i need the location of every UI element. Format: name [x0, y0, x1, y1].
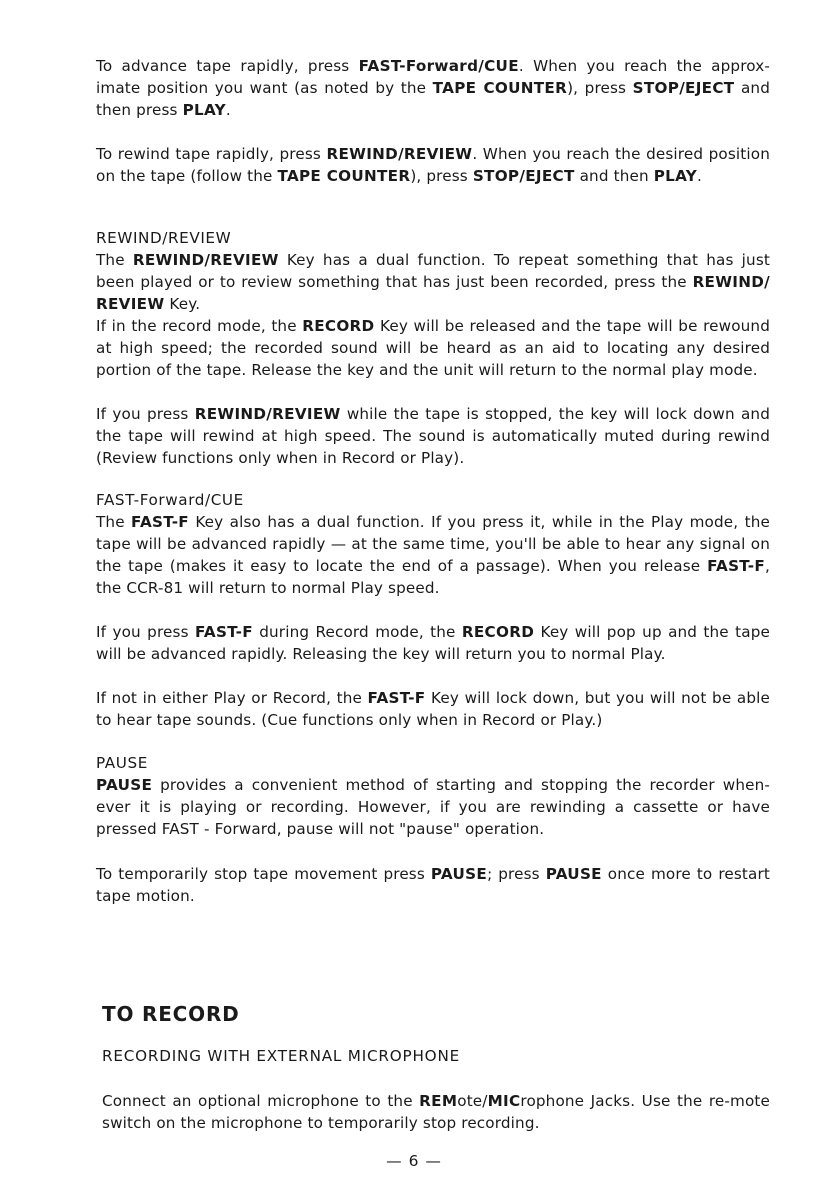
text-run: ), press: [567, 79, 633, 97]
key-label: PAUSE: [96, 776, 153, 794]
text-run: Key also has a dual function. If you press it, while in the Play mode, the tape will be advanced rapidly — at the same time, you'll be able to hear any signal on the tape (makes it easy to locate the end of a passage). When you release: [96, 513, 770, 575]
key-label: RECORD: [461, 623, 535, 641]
text-run: provides a convenient method of starting and stopping the recorder when-ever it is playing or recording. However, if you are rewinding a cassette or have pressed FAST - Forward, pause will not "pause" operation.: [96, 776, 770, 838]
text-run: Key will be released and the tape will be rewound at high speed; the recorded sound will be heard as an aid to locating any desired portion of the tape. Release the key and the unit will return to the normal play mode.: [96, 317, 770, 379]
key-label: FAST-F: [194, 623, 253, 641]
text-run: To temporarily stop tape movement press: [96, 865, 431, 883]
key-label: PAUSE: [545, 865, 602, 883]
text-run: Key will lock down, but you will not be able to hear tape sounds. (Cue functions only when in Record or Play.): [96, 689, 770, 729]
pause-description-paragraph: [96, 774, 770, 840]
text-run: The: [96, 251, 133, 269]
key-label: FAST-F: [707, 557, 766, 575]
text-run: The: [96, 513, 132, 531]
key-label: FAST-F: [367, 689, 426, 707]
key-label: STOP/EJECT: [472, 167, 575, 185]
text-run: . When you reach the desired position on the tape (follow the: [96, 145, 770, 185]
key-label: PLAY: [182, 101, 226, 119]
rewind-stopped-paragraph: [96, 403, 770, 469]
text-run: ote/: [457, 1092, 488, 1110]
text-run: ; press: [487, 865, 546, 883]
text-run: If you press: [96, 405, 195, 423]
text-run: , the CCR-81 will return to normal Play speed.: [96, 557, 770, 597]
text-run: rophone Jacks. Use the re-mote switch on the microphone to temporarily stop recording.: [102, 1092, 770, 1132]
text-run: and then: [574, 167, 654, 185]
key-label: PLAY: [653, 167, 698, 185]
rewind-paragraph: [96, 143, 770, 187]
pause-heading: PAUSE: [96, 754, 148, 772]
key-label: REWIND/REVIEW: [194, 405, 341, 423]
page-number: — 6 —: [386, 1152, 442, 1170]
key-label: REWIND/ REVIEW: [96, 273, 770, 313]
key-label: FAST-Forward/CUE: [358, 57, 519, 75]
fast-forward-paragraph: [96, 55, 770, 121]
text-run: once more to restart tape motion.: [96, 865, 770, 905]
key-label: FAST-F: [131, 513, 189, 531]
text-run: Connect an optional microphone to the: [102, 1092, 420, 1110]
to-record-title: TO RECORD: [102, 1002, 240, 1026]
key-label: MIC: [487, 1092, 521, 1110]
fast-dual-function-paragraph: [96, 511, 770, 599]
text-run: . When you reach the approx-imate position you want (as noted by the: [96, 57, 771, 97]
text-run: .: [225, 101, 231, 119]
text-run: .: [697, 167, 703, 185]
text-run: To rewind tape rapidly, press: [96, 145, 327, 163]
text-run: while the tape is stopped, the key will lock down and the tape will rewind at high speed. The sound is automatically muted during rewind (Review functions only when in Record or Play).: [96, 405, 770, 467]
rewind-dual-function-paragraph: [96, 249, 770, 315]
rewind-review-heading: REWIND/REVIEW: [96, 229, 232, 247]
fast-record-mode-paragraph: [96, 621, 770, 665]
text-run: To advance tape rapidly, press: [96, 57, 359, 75]
text-run: ), press: [410, 167, 473, 185]
text-run: and then press: [96, 79, 770, 119]
microphone-paragraph: [102, 1090, 770, 1134]
text-run: If not in either Play or Record, the: [96, 689, 368, 707]
text-run: Key.: [164, 295, 201, 313]
text-run: Key has a dual function. To repeat something that has just been played or to review something that has just been recorded, press the: [96, 251, 770, 291]
key-label: REWIND/REVIEW: [326, 145, 473, 163]
rewind-record-mode-paragraph: [96, 315, 770, 381]
pause-usage-paragraph: [96, 863, 770, 907]
key-label: REM: [419, 1092, 458, 1110]
key-label: TAPE COUNTER: [432, 79, 568, 97]
text-run: If in the record mode, the: [96, 317, 303, 335]
key-label: RECORD: [302, 317, 375, 335]
key-label: STOP/EJECT: [632, 79, 735, 97]
fast-idle-paragraph: [96, 687, 770, 731]
text-run: If you press: [96, 623, 195, 641]
key-label: TAPE COUNTER: [277, 167, 411, 185]
text-run: Key will pop up and the tape will be advanced rapidly. Releasing the key will return you to normal Play.: [96, 623, 770, 663]
external-microphone-subheading: RECORDING WITH EXTERNAL MICROPHONE: [102, 1047, 460, 1065]
text-run: during Record mode, the: [252, 623, 462, 641]
key-label: REWIND/REVIEW: [132, 251, 279, 269]
fast-forward-cue-heading: FAST-Forward/CUE: [96, 491, 244, 509]
key-label: PAUSE: [430, 865, 488, 883]
